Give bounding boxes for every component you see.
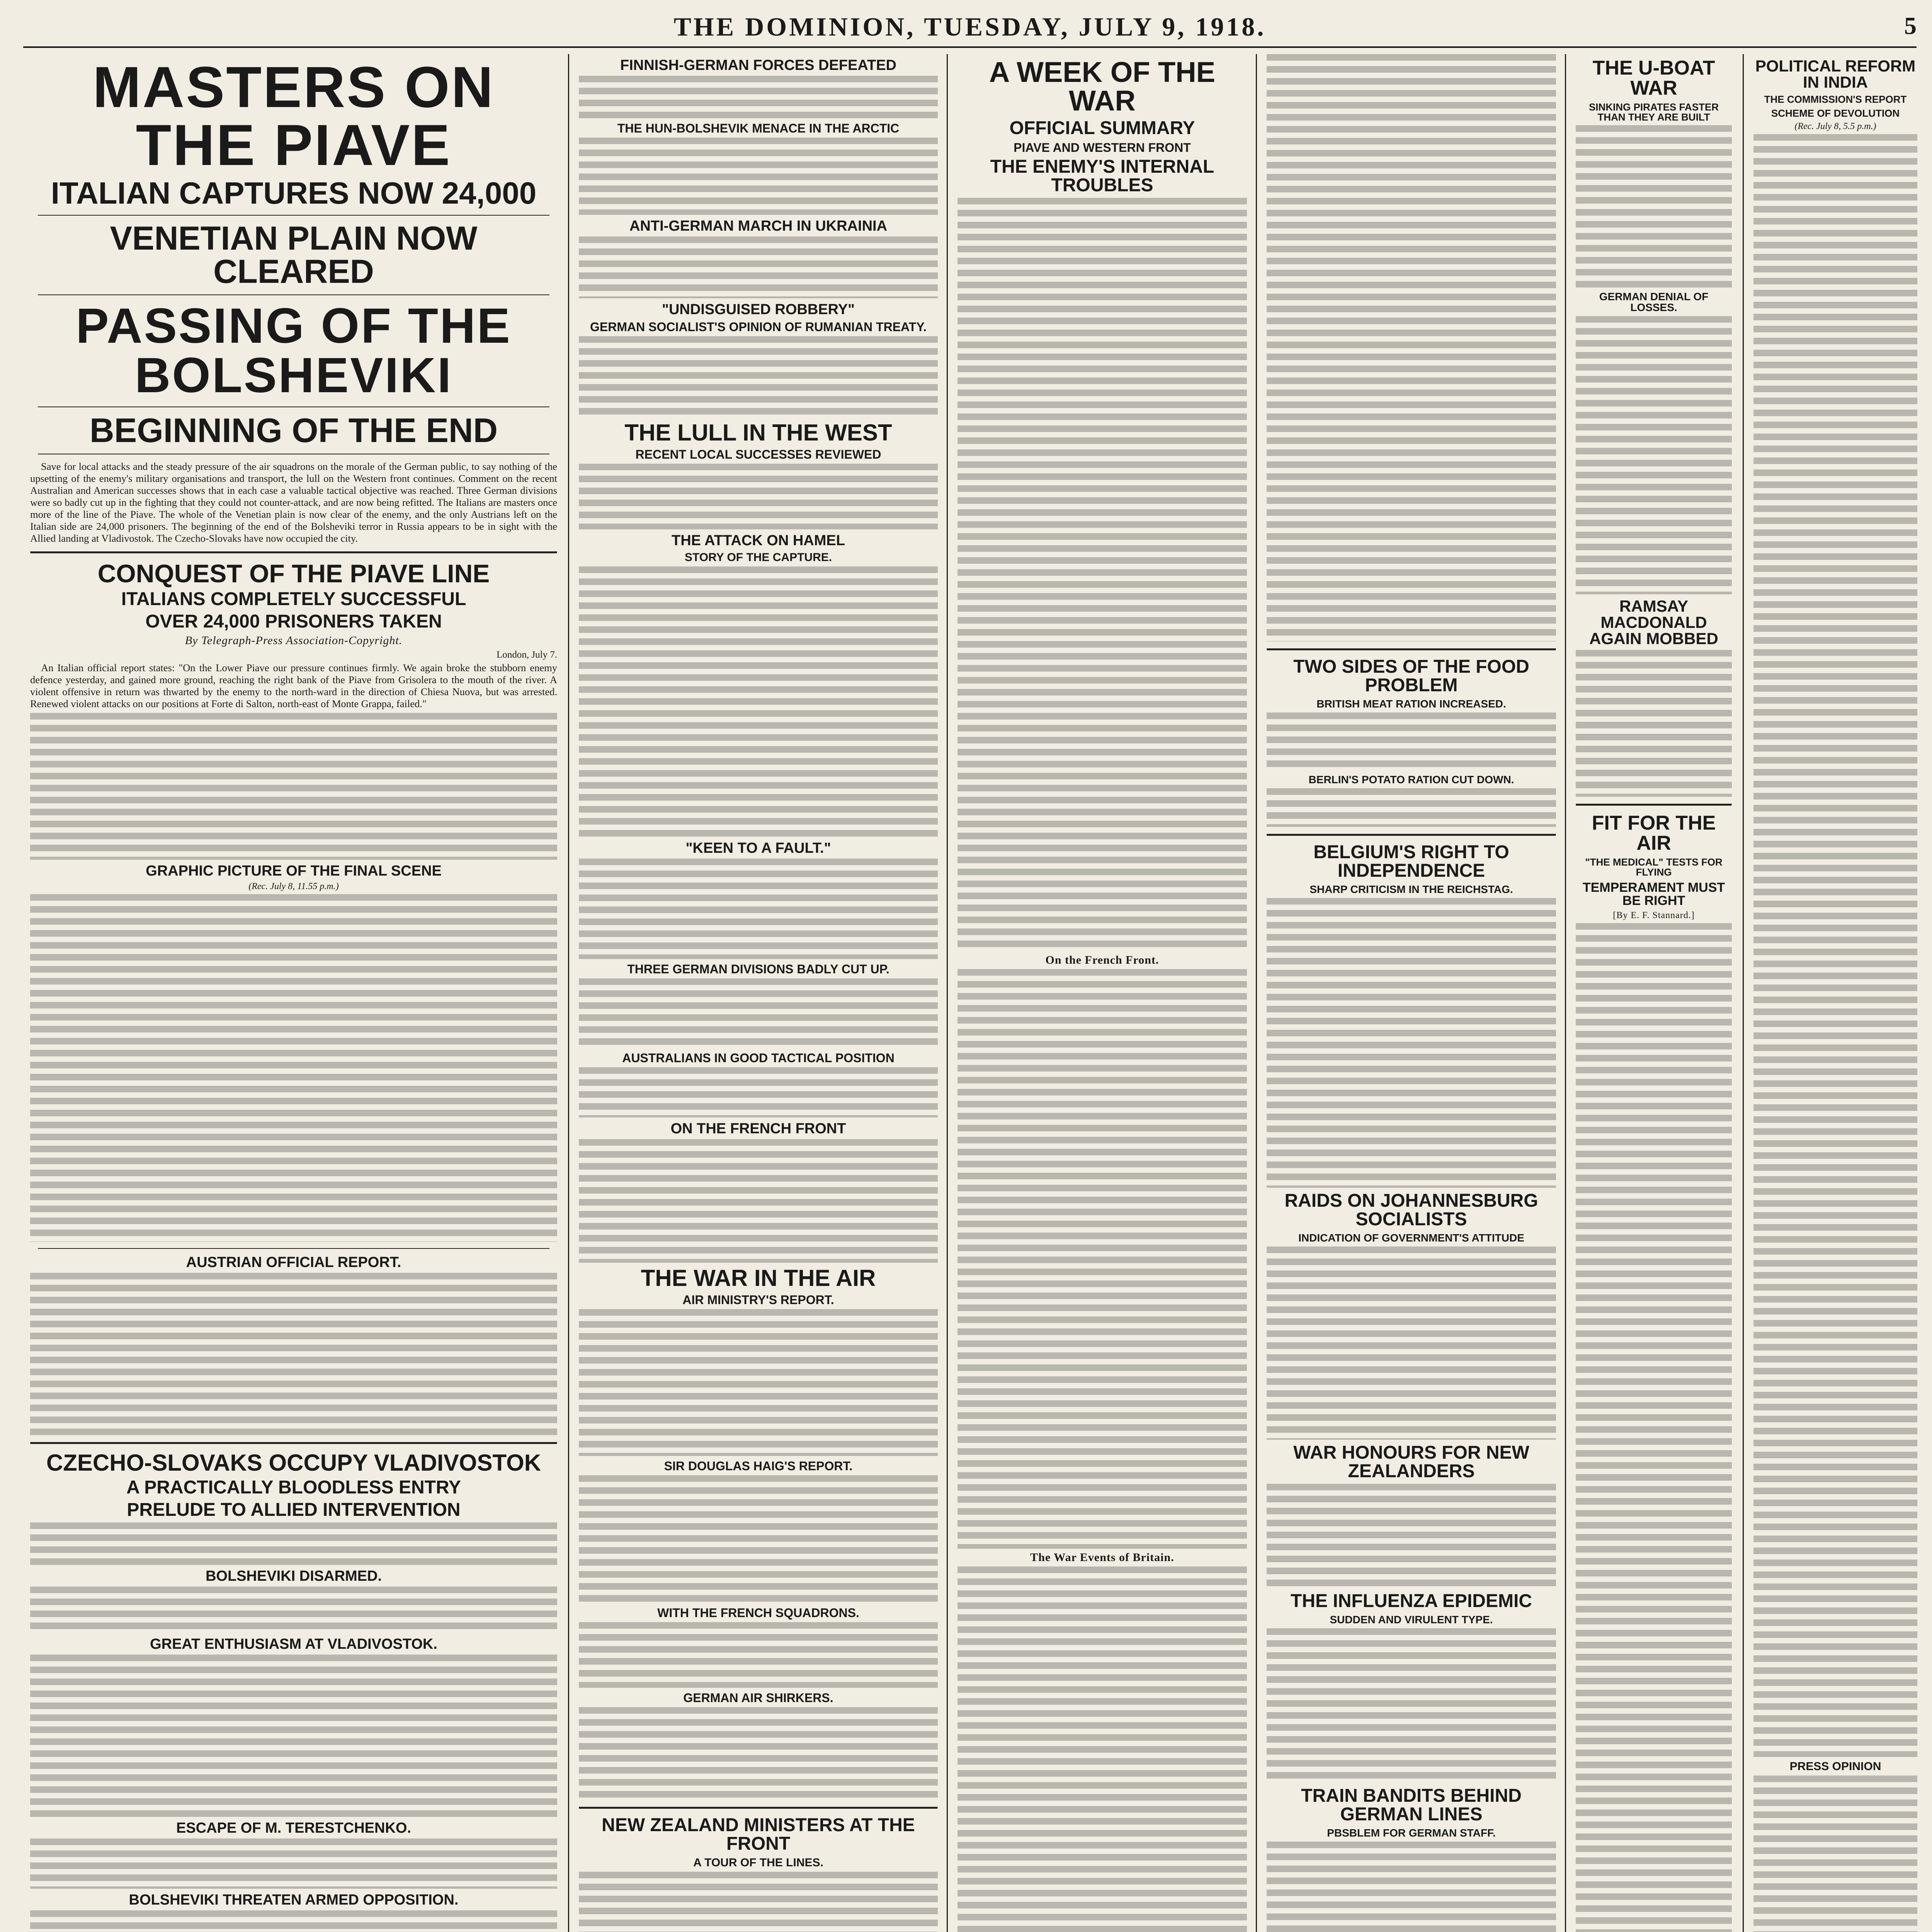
headline-reichstag-criticism: SHARP CRITICISM IN THE REICHSTAG. xyxy=(1310,883,1513,895)
headline-sinking-pirates: SINKING PIRATES FASTER THAN THEY ARE BUILT xyxy=(1588,101,1719,123)
headline-german-denial: GERMAN DENIAL OF LOSSES. xyxy=(1599,291,1709,313)
headline-virulent-type: SUDDEN AND VIRULENT TYPE. xyxy=(1330,1614,1493,1626)
headline-bloodless-entry: A PRACTICALLY BLOODLESS ENTRY xyxy=(126,1477,461,1498)
headline-nz-ministers: NEW ZEALAND MINISTERS AT THE FRONT xyxy=(602,1815,915,1854)
column-rule xyxy=(1743,54,1744,1932)
article-body-text xyxy=(579,336,938,417)
article-body-text xyxy=(1267,1628,1556,1783)
article-body-text xyxy=(579,464,938,529)
article-body-text xyxy=(579,566,938,837)
subhead-war-events-britain: The War Events of Britain. xyxy=(1030,1551,1174,1564)
column-3 xyxy=(951,54,1254,1932)
article-body-text xyxy=(579,1309,938,1456)
article-body-text xyxy=(1267,1842,1556,1932)
headline-german-socialist: GERMAN SOCIALIST'S OPINION OF RUMANIAN TREATY. xyxy=(590,320,927,334)
article-body-text xyxy=(579,1707,938,1800)
headline-prisoners-taken: OVER 24,000 PRISONERS TAKEN xyxy=(145,611,442,632)
article-body-text xyxy=(1267,713,1556,770)
headline-belgium-right: BELGIUM'S RIGHT TO INDEPENDENCE xyxy=(1313,842,1509,881)
headline-influenza: THE INFLUENZA EPIDEMIC xyxy=(1291,1591,1532,1611)
headline-bolsheviki-threaten: BOLSHEVIKI THREATEN ARMED OPPOSITION. xyxy=(129,1892,459,1908)
headline-austrian-report: AUSTRIAN OFFICIAL REPORT. xyxy=(186,1254,401,1270)
headline-undisguised-robbery: "UNDISGUISED ROBBERY" xyxy=(662,301,855,318)
article-body-text xyxy=(30,1273,557,1435)
headline-masters-piave: MASTERS ON THE PIAVE xyxy=(92,54,495,177)
article-paragraph: An Italian official report states: "On the Lower Piave our pressure continues firmly. We again broke the stubborn enemy defence yesterday, and gained more ground, reaching the right bank of the Piave from Grisolera to the mouth of the river. A violent offensive in return was thwarted by the enemy to the north-ward in the direction of Chiesa Nuova, but was arrested. Renewed violent attacks on our positions at Forte di Salton, north-east of Monte Grappa, failed." xyxy=(30,662,557,709)
column-rule xyxy=(947,54,948,1932)
headline-anti-german-march: ANTI-GERMAN MARCH IN UKRAINIA xyxy=(629,218,888,234)
article-body-text xyxy=(1267,1484,1556,1588)
column-1 xyxy=(23,54,564,1932)
headline-beginning-end: BEGINNING OF THE END xyxy=(89,411,498,449)
headline-conquest-piave: CONQUEST OF THE PIAVE LINE xyxy=(97,559,490,588)
article-body-text xyxy=(1576,923,1732,1932)
headline-finnish-german: FINNISH-GERMAN FORCES DEFEATED xyxy=(620,57,896,73)
headline-temperament: TEMPERAMENT MUST BE RIGHT xyxy=(1582,880,1725,908)
article-body-text xyxy=(579,1622,938,1688)
article-body-text xyxy=(1267,898,1556,1188)
headline-fit-air: FIT FOR THE AIR xyxy=(1592,812,1716,854)
masthead xyxy=(23,8,1917,48)
headline-haig-report: SIR DOUGLAS HAIG'S REPORT. xyxy=(664,1459,853,1473)
column-4 xyxy=(1260,54,1563,1932)
article-body-text xyxy=(579,76,938,118)
headline-attack-hamel: THE ATTACK ON HAMEL xyxy=(672,532,845,549)
article-body-text xyxy=(579,859,938,959)
article-body-text xyxy=(1753,134,1917,1757)
headline-uboat-war: THE U-BOAT WAR xyxy=(1592,57,1715,99)
headline-czecho-slovaks: CZECHO-SLOVAKS OCCUPY VLADIVOSTOK xyxy=(46,1450,541,1476)
column-rule xyxy=(1256,54,1257,1932)
headline-political-reform: POLITICAL REFORM IN INDIA xyxy=(1755,57,1916,91)
headline-prelude-intervention: PRELUDE TO ALLIED INTERVENTION xyxy=(127,1500,461,1520)
headline-train-bandits: TRAIN BANDITS BEHIND GERMAN LINES xyxy=(1301,1786,1522,1825)
headline-govt-attitude: INDICATION OF GOVERNMENT'S ATTITUDE xyxy=(1298,1232,1524,1244)
headline-lull-west: THE LULL IN THE WEST xyxy=(624,420,892,446)
article-body-text xyxy=(957,1566,1247,1932)
article-body-text xyxy=(30,713,557,860)
press-credit: By Telegraph-Press Association-Copyright. xyxy=(185,634,403,647)
headline-war-honours: WAR HONOURS FOR NEW ZEALANDERS xyxy=(1293,1442,1529,1481)
headline-scheme-devolution: SCHEME OF DEVOLUTION xyxy=(1771,107,1900,119)
received-time: (Rec. July 8, 11.55 p.m.) xyxy=(248,881,339,891)
article-body-text xyxy=(30,1655,557,1817)
headline-macdonald-mobbed: RAMSAY MACDONALD AGAIN MOBBED xyxy=(1589,597,1718,648)
subhead-french-front: On the French Front. xyxy=(1045,954,1159,966)
headline-press-opinion: PRESS OPINION xyxy=(1789,1760,1881,1773)
headline-venetian-plain: VENETIAN PLAIN NOW CLEARED xyxy=(110,220,478,290)
headline-meat-ration: BRITISH MEAT RATION INCREASED. xyxy=(1316,698,1506,710)
article-body-text xyxy=(579,1475,938,1603)
headline-story-capture: STORY OF THE CAPTURE. xyxy=(684,551,832,564)
paper-title: THE DOMINION, TUESDAY, JULY 9, 1918. xyxy=(673,12,1266,41)
headline-piave-western: PIAVE AND WESTERN FRONT xyxy=(1014,141,1191,155)
headline-keen-fault: "KEEN TO A FAULT." xyxy=(685,840,831,856)
article-body-text xyxy=(579,1067,938,1117)
headline-medical-tests: "THE MEDICAL" TESTS FOR FLYING xyxy=(1585,856,1723,878)
headline-great-enthusiasm: GREAT ENTHUSIASM AT VLADIVOSTOK. xyxy=(150,1636,437,1652)
article-body-text xyxy=(1753,1776,1917,1932)
headline-french-squadrons: WITH THE FRENCH SQUADRONS. xyxy=(657,1606,859,1620)
headline-arctic-menace: THE HUN-BOLSHEVIK MENACE IN THE ARCTIC xyxy=(617,121,900,135)
article-body-text xyxy=(1267,1247,1556,1440)
article-body-text xyxy=(30,1838,557,1889)
dateline: London, July 7. xyxy=(497,650,557,660)
headline-tactical-position: AUSTRALIANS IN GOOD TACTICAL POSITION xyxy=(622,1051,895,1065)
article-body-text xyxy=(30,1587,557,1633)
article-body-text xyxy=(30,894,557,1242)
byline: [By E. F. Stannard.] xyxy=(1613,910,1695,920)
headline-official-summary: OFFICIAL SUMMARY xyxy=(1009,118,1195,138)
headline-three-divisions: THREE GERMAN DIVISIONS BADLY CUT UP. xyxy=(627,962,889,976)
column-rule xyxy=(1565,54,1566,1932)
article-body-text xyxy=(1576,650,1732,797)
headline-escape-terestchenko: ESCAPE OF M. TERESTCHENKO. xyxy=(176,1820,412,1836)
column-2 xyxy=(572,54,945,1932)
page-number: 5 xyxy=(1904,12,1917,39)
headline-passing-bolsheviki: PASSING OF THE BOLSHEVIKI xyxy=(76,298,512,403)
article-body-text xyxy=(579,1872,938,1932)
headline-johannesburg-raids: RAIDS ON JOHANNESBURG SOCIALISTS xyxy=(1284,1190,1538,1230)
article-body-text xyxy=(579,978,938,1048)
headline-tour-lines: A TOUR OF THE LINES. xyxy=(693,1856,823,1869)
article-body-text xyxy=(579,138,938,215)
headline-local-successes: RECENT LOCAL SUCCESSES REVIEWED xyxy=(635,447,881,461)
article-body-text xyxy=(579,236,938,298)
article-body-text xyxy=(579,1139,938,1263)
headline-air-shirkers: GERMAN AIR SHIRKERS. xyxy=(683,1691,833,1705)
intro-paragraph: Save for local attacks and the steady pressure of the air squadrons on the morale of the German public, to say nothing of the upsetting of the enemy's military organisations and transport, the lull on the Western front continues. Comment on the recent Australian and American successes shows that in each case a valuable tactical objective was reached. Three German divisions were so badly cut up in the fighting that they could not counter-attack, and are now being refitted. The Italians are masters once more of the line of the Piave. The whole of the Venetian plain is now clear of the enemy, and the only Austrians left on the Italian side are 24,000 prisoners. The beginning of the end of the Bolsheviki terror in Russia appears to be in sight with the Allied landing at Vladivostok. The Czecho-Slovaks have now occupied the city. xyxy=(30,461,557,544)
column-5 xyxy=(1569,54,1739,1932)
headline-italians-successful: ITALIANS COMPLETELY SUCCESSFUL xyxy=(121,589,466,609)
headline-food-problem: TWO SIDES OF THE FOOD PROBLEM xyxy=(1293,656,1529,696)
headline-french-front: ON THE FRENCH FRONT xyxy=(670,1121,846,1137)
article-body-text xyxy=(1576,125,1732,287)
column-6 xyxy=(1747,54,1924,1932)
received-time: (Rec. July 8, 5.5 p.m.) xyxy=(1794,121,1876,131)
headline-german-staff: PBSBLEM FOR GERMAN STAFF. xyxy=(1327,1827,1496,1839)
column-rule xyxy=(568,54,569,1932)
headline-war-air: THE WAR IN THE AIR xyxy=(641,1265,876,1291)
article-body-text xyxy=(30,1910,557,1932)
headline-commission-report: THE COMMISSION'S REPORT xyxy=(1764,94,1907,105)
article-body-text xyxy=(1267,54,1556,641)
headline-graphic-picture: GRAPHIC PICTURE OF THE FINAL SCENE xyxy=(146,863,442,879)
article-body-text xyxy=(957,198,1247,951)
headline-internal-troubles: THE ENEMY'S INTERNAL TROUBLES xyxy=(990,156,1214,196)
article-body-text xyxy=(1576,316,1732,594)
headline-potato-ration: BERLIN'S POTATO RATION CUT DOWN. xyxy=(1308,774,1514,786)
article-body-text xyxy=(30,1522,557,1565)
headline-bolsheviki-disarmed: BOLSHEVIKI DISARMED. xyxy=(205,1568,382,1584)
headline-air-ministry: AIR MINISTRY'S REPORT. xyxy=(682,1293,834,1307)
article-body-text xyxy=(1267,788,1556,827)
headline-week-war: A WEEK OF THE WAR xyxy=(989,56,1216,117)
headline-italian-captures: ITALIAN CAPTURES NOW 24,000 xyxy=(51,176,537,210)
article-body-text xyxy=(957,969,1247,1549)
